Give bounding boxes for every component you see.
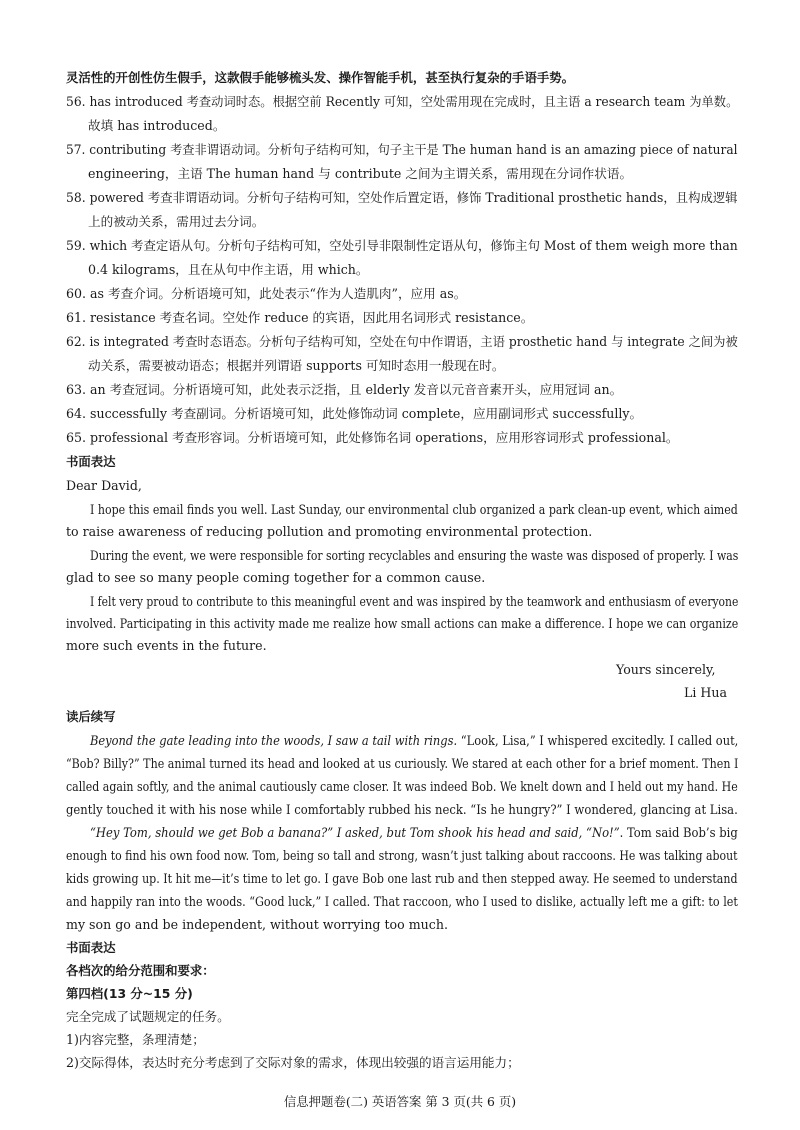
story-given-sentence-2: “Hey Tom, should we get Bob a banana?” I asked, but Tom shook his head and said, “No!” [90, 825, 620, 840]
story-paragraph-1-line-2: “Bob? Billy?” The animal turned its head and looked at us curiously. We stared at each other for a brief moment. Then I [66, 756, 739, 771]
answer-57-cont: engineering，主语 The human hand 与 contribute 之间为主谓关系，需用现在分词作状语。 [88, 166, 633, 181]
answer-60: 60. as 考查介词。分析语境可知，此处表示“作为人造肌肉”，应用 as。 [66, 286, 467, 301]
answer-58-cont: 上的被动关系，需用过去分词。 [88, 214, 265, 229]
letter-closing: Yours sincerely, [616, 662, 716, 677]
scoring-criterion-1: 1)内容完整，条理清楚； [66, 1032, 205, 1047]
story-paragraph-2-line-3: kids growing up. It hit me—it’s time to let go. I gave Bob one last rub and then stepped away. He seemed to understand [66, 871, 738, 886]
answer-65: 65. professional 考查形容词。分析语境可知，此处修饰名词 operations，应用形容词形式 professional。 [66, 430, 679, 445]
answer-62: 62. is integrated 考查时态语态。分析句子结构可知，空处在句中作谓语，主语 prosthetic hand 与 integrate 之间为被 [66, 334, 738, 349]
story-paragraph-2-line-4: and happily ran into the woods. “Good luck,” I called. That raccoon, who I used to dislike, actually left me a gift: to let [66, 894, 738, 909]
answer-62-cont: 动关系，需要被动语态；根据并列谓语 supports 可知时态用一般现在时。 [88, 358, 505, 373]
story-paragraph-1-line-3: called again softly, and the animal cautiously came closer. It was indeed Bob. We knelt down and I held out my hand. He [66, 779, 738, 794]
answer-58: 58. powered 考查非谓语动词。分析句子结构可知，空处作后置定语，修饰 Traditional prosthetic hands，且构成逻辑 [66, 190, 738, 205]
scoring-level-4: 第四档(13 分~15 分) [66, 986, 193, 1001]
story-paragraph-2-line-1 [90, 823, 738, 843]
section-heading-scoring: 书面表达 [66, 940, 116, 955]
scoring-criterion-2: 2)交际得体，表达时充分考虑到了交际对象的需求，体现出较强的语言运用能力； [66, 1055, 520, 1070]
story-paragraph-2-line-2: enough to find his own food now. Tom, being so tall and strong, wasn’t just talking about raccoons. He was talking about [66, 848, 738, 863]
story-paragraph-2-line-5: my son go and be independent, without worrying too much. [66, 917, 448, 932]
section-heading-continuation: 读后续写 [66, 709, 116, 724]
letter-paragraph-3: I felt very proud to contribute to this meaningful event and was inspired by the teamwork and enthusiasm of everyone [90, 594, 739, 609]
story-given-sentence-1: Beyond the gate leading into the woods, I saw a tail with rings. [90, 733, 458, 748]
letter-signature: Li Hua [684, 685, 727, 700]
answer-56: 56. has introduced 考查动词时态。根据空前 Recently 可知，空处需用现在完成时，且主语 a research team 为单数。 [66, 94, 739, 109]
story-paragraph-1-line-1 [90, 731, 738, 751]
answer-57: 57. contributing 考查非谓语动词。分析句子结构可知，句子主干是 The human hand is an amazing piece of natural [66, 142, 738, 157]
answer-56-cont: 故填 has introduced。 [88, 118, 226, 133]
story-paragraph-2-text: . Tom said Bob’s big [619, 825, 738, 840]
letter-paragraph-2-cont: glad to see so many people coming together for a common cause. [66, 570, 486, 585]
answer-63: 63. an 考查冠词。分析语境可知，此处表示泛指，且 elderly 发音以元音音素开头，应用冠词 an。 [66, 382, 623, 397]
letter-paragraph-1: I hope this email finds you well. Last Sunday, our environmental club organized a park clean-up event, which aimed [90, 502, 738, 517]
answer-59: 59. which 考查定语从句。分析句子结构可知，空处引导非限制性定语从句，修饰主句 Most of them weigh more than [66, 238, 738, 253]
letter-paragraph-2: During the event, we were responsible for sorting recyclables and ensuring the waste was disposed of properly. I was [90, 548, 739, 563]
letter-salutation: Dear David, [66, 478, 142, 493]
page-footer: 信息押题卷(二) 英语答案 第 3 页(共 6 页) [283, 1094, 517, 1109]
letter-paragraph-3-end: more such events in the future. [66, 638, 267, 653]
story-paragraph-1-line-4: gently touched it with his nose while I comfortably rubbed his neck. “Is he hungry?” I wondered, glancing at Lisa. [66, 802, 738, 817]
section-heading-writing: 书面表达 [66, 454, 116, 469]
intro-line: 灵活性的开创性仿生假手，这款假手能够梳头发、操作智能手机，甚至执行复杂的手语手势。 [66, 70, 575, 85]
scoring-level-4-desc: 完全完成了试题规定的任务。 [66, 1009, 230, 1024]
story-paragraph-1-text: “Look, Lisa,” I whispered excitedly. I called out, [457, 733, 739, 748]
answer-59-cont: 0.4 kilograms，且在从句中作主语，用 which。 [88, 262, 369, 277]
letter-paragraph-1-cont: to raise awareness of reducing pollution and promoting environmental protection. [66, 524, 593, 539]
answer-64: 64. successfully 考查副词。分析语境可知，此处修饰动词 complete，应用副词形式 successfully。 [66, 406, 643, 421]
scoring-range-heading: 各档次的给分范围和要求： [66, 963, 215, 978]
answer-61: 61. resistance 考查名词。空处作 reduce 的宾语，因此用名词形式 resistance。 [66, 310, 534, 325]
letter-paragraph-3-cont: involved. Participating in this activity made me realize how small actions can make a difference. I hope we can organize [66, 616, 739, 631]
